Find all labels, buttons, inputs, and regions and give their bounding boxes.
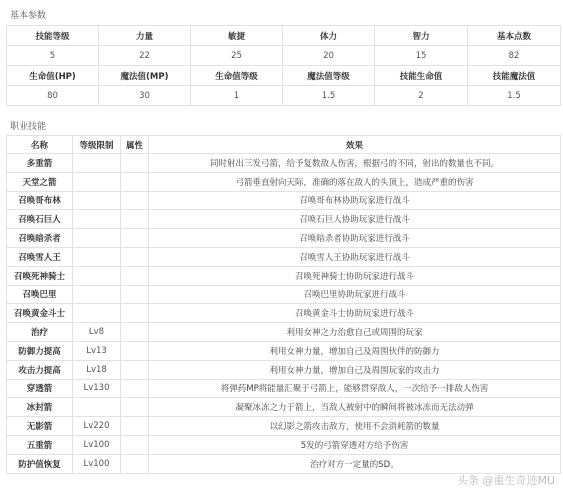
skill-name-cell: 治疗 (7, 323, 73, 342)
skill-attr-cell (121, 266, 149, 285)
table-cell: 82 (468, 46, 561, 66)
table-header-cell: 技能魔法值 (468, 66, 561, 86)
skill-level-cell (73, 398, 121, 417)
table-row (7, 341, 561, 360)
table-header-cell: 属性 (121, 136, 149, 154)
skill-effect-cell: 5发的弓箭穿透对方给予伤害 (149, 435, 561, 454)
skill-name-cell: 五重箭 (7, 435, 73, 454)
table-header-cell: 基本点数 (468, 26, 561, 46)
table-cell: 1.5 (468, 86, 561, 106)
skill-attr-cell (121, 229, 149, 248)
basic-row2-headers (7, 66, 561, 86)
skill-attr-cell (121, 323, 149, 342)
table-row (7, 304, 561, 323)
skill-attr-cell (121, 210, 149, 229)
table-row (7, 285, 561, 304)
skill-name-cell: 攻击力提高 (7, 360, 73, 379)
skill-level-cell: Lv220 (73, 417, 121, 436)
table-header-cell: 等级限制 (73, 136, 121, 154)
table-cell: 5 (7, 46, 99, 66)
table-cell: 2 (375, 86, 468, 106)
watermark: 头条 @重生奇迹MU (456, 474, 555, 487)
skill-name-cell: 召唤巴里 (7, 285, 73, 304)
table-header-cell: 生命值等级 (191, 66, 283, 86)
skill-effect-cell: 同时射出三发弓箭，给予复数敌人伤害，根据弓的不同，射出的数量也不同。 (149, 154, 561, 173)
skill-level-cell (73, 304, 121, 323)
skill-attr-cell (121, 417, 149, 436)
skill-attr-cell (121, 285, 149, 304)
skill-effect-cell: 以幻影之箭攻击敌方，使用不会消耗箭的数量 (149, 417, 561, 436)
skill-level-cell (73, 210, 121, 229)
table-cell: 15 (375, 46, 468, 66)
skill-name-cell: 多重箭 (7, 154, 73, 173)
table-cell: 25 (191, 46, 283, 66)
skill-effect-cell: 利用女神力量，增加自己及周围玩家的攻击力 (149, 360, 561, 379)
basic-row1-values (7, 46, 561, 66)
skill-name-cell: 无影箭 (7, 417, 73, 436)
skill-level-cell: Lv13 (73, 341, 121, 360)
skill-attr-cell (121, 360, 149, 379)
table-cell: 22 (99, 46, 191, 66)
skill-effect-cell: 将弹药MP将能量汇聚于弓箭上，能够贯穿敌人，一次给予一排敌人伤害 (149, 379, 561, 398)
table-header-cell: 名称 (7, 136, 73, 154)
skill-effect-cell: 弓箭垂直射向天际，准确的落在敌人的头顶上，造成严重的伤害 (149, 172, 561, 191)
table-header-cell: 智力 (375, 26, 468, 46)
skill-effect-cell: 利用女神力量，增加自己及周围伙伴的防御力 (149, 341, 561, 360)
table-row (7, 379, 561, 398)
skill-name-cell: 召唤雪人王 (7, 247, 73, 266)
table-header-cell: 力量 (99, 26, 191, 46)
skill-effect-cell: 治疗对方一定量的SD。 (149, 454, 561, 473)
skill-level-cell (73, 266, 121, 285)
skill-attr-cell (121, 247, 149, 266)
table-cell: 80 (7, 86, 99, 106)
skill-name-cell: 穿透箭 (7, 379, 73, 398)
table-cell: 1.5 (283, 86, 375, 106)
table-header-cell: 魔法值等级 (283, 66, 375, 86)
skill-level-cell (73, 247, 121, 266)
table-row (7, 172, 561, 191)
skill-level-cell (73, 285, 121, 304)
table-row (7, 247, 561, 266)
table-header-cell: 技能生命值 (375, 66, 468, 86)
skill-name-cell: 冰封箭 (7, 398, 73, 417)
skill-level-cell: Lv8 (73, 323, 121, 342)
table-header-cell: 生命值(HP) (7, 66, 99, 86)
table-cell: 30 (99, 86, 191, 106)
table-row (7, 229, 561, 248)
table-row (7, 454, 561, 473)
table-cell: 1 (191, 86, 283, 106)
skill-effect-cell: 利用女神之力治愈自己或周围的玩家 (149, 323, 561, 342)
table-row (7, 323, 561, 342)
skill-name-cell: 召唤死神骑士 (7, 266, 73, 285)
table-header-cell: 体力 (283, 26, 375, 46)
skill-attr-cell (121, 191, 149, 210)
skills-title: 职业技能 (10, 122, 47, 132)
skill-effect-cell: 召唤暗杀者协助玩家进行战斗 (149, 229, 561, 248)
skill-level-cell (73, 191, 121, 210)
basic-params-title: 基本参数 (10, 11, 47, 21)
skill-attr-cell (121, 172, 149, 191)
skill-name-cell: 召唤石巨人 (7, 210, 73, 229)
table-header-cell: 敏捷 (191, 26, 283, 46)
skill-name-cell: 召唤哥布林 (7, 191, 73, 210)
skill-effect-cell: 凝聚冰冻之力于箭上，当敌人被射中的瞬间将被冰冻而无法动弹 (149, 398, 561, 417)
skill-name-cell: 防御力提高 (7, 341, 73, 360)
skill-name-cell: 天堂之箭 (7, 172, 73, 191)
skill-attr-cell (121, 454, 149, 473)
skill-attr-cell (121, 341, 149, 360)
skill-attr-cell (121, 154, 149, 173)
skill-effect-cell: 召唤雪人王协助玩家进行战斗 (149, 247, 561, 266)
table-header-cell: 技能等级 (7, 26, 99, 46)
skill-effect-cell: 召唤黄金斗士协助玩家进行战斗 (149, 304, 561, 323)
skill-level-cell: Lv130 (73, 379, 121, 398)
skill-attr-cell (121, 435, 149, 454)
skill-name-cell: 防护值恢复 (7, 454, 73, 473)
skill-effect-cell: 召唤石巨人协助玩家进行战斗 (149, 210, 561, 229)
skill-level-cell (73, 154, 121, 173)
table-header-cell: 效果 (149, 136, 561, 154)
basic-params-table (6, 25, 561, 106)
skill-name-cell: 召唤黄金斗士 (7, 304, 73, 323)
skills-table (6, 135, 561, 474)
table-row (7, 417, 561, 436)
skill-effect-cell: 召唤死神骑士协助玩家进行战斗 (149, 266, 561, 285)
table-header-cell: 魔法值(MP) (99, 66, 191, 86)
skill-level-cell (73, 229, 121, 248)
skill-level-cell: Lv100 (73, 435, 121, 454)
basic-row2-values (7, 86, 561, 106)
table-row (7, 435, 561, 454)
skill-attr-cell (121, 398, 149, 417)
table-row (7, 191, 561, 210)
skill-attr-cell (121, 304, 149, 323)
skill-effect-cell: 召唤哥布林协助玩家进行战斗 (149, 191, 561, 210)
table-row (7, 266, 561, 285)
skill-level-cell (73, 172, 121, 191)
table-row (7, 398, 561, 417)
skill-name-cell: 召唤暗杀者 (7, 229, 73, 248)
skill-level-cell: Lv100 (73, 454, 121, 473)
table-cell: 20 (283, 46, 375, 66)
skills-header-row (7, 136, 561, 154)
skill-effect-cell: 召唤巴里协助玩家进行战斗 (149, 285, 561, 304)
skill-attr-cell (121, 379, 149, 398)
table-row (7, 154, 561, 173)
table-row (7, 360, 561, 379)
skill-level-cell: Lv18 (73, 360, 121, 379)
table-row (7, 210, 561, 229)
basic-row1-headers (7, 26, 561, 46)
